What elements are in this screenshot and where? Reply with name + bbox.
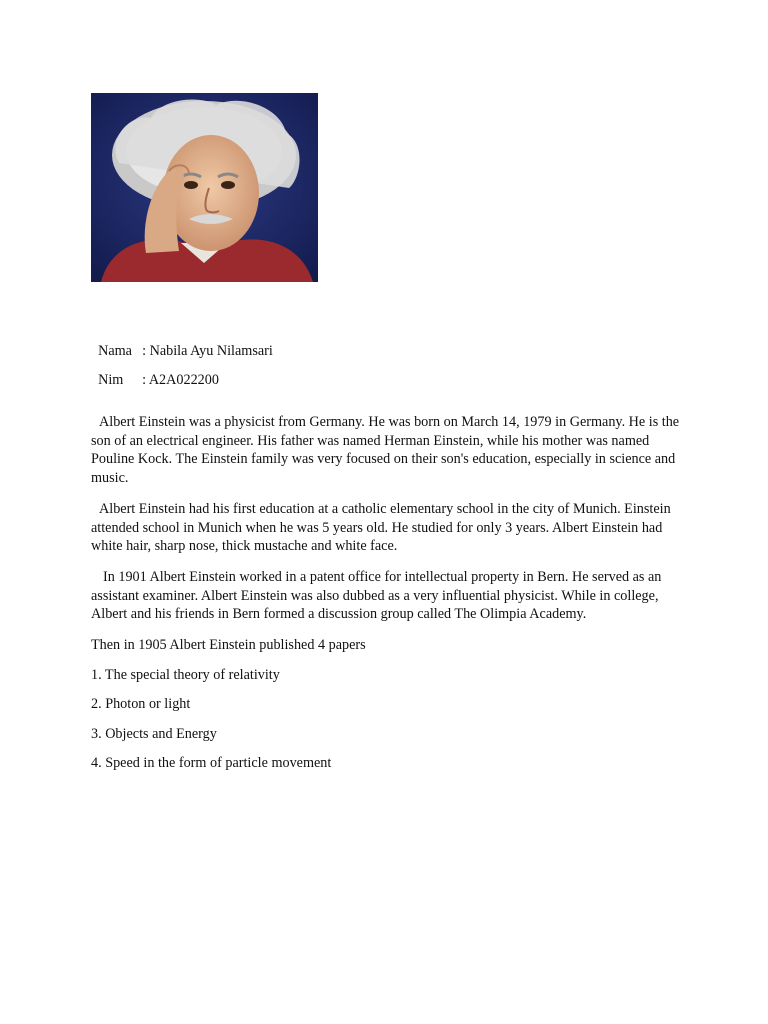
paragraph-3: In 1901 Albert Einstein worked in a patent office for intellectual property in Bern. He served as an assistant examiner. Albert Einstein was also dubbed as a very influential physicist. While in college, Albert and his friends in Bern formed a discussion group called The Olimpia Academy. (91, 569, 662, 622)
paragraph-2: Albert Einstein had his first education at a catholic elementary school in the city of Munich. Einstein attended school in Munich when he was 5 years old. He studied for only 3 years. Albert Einstein had white hair, sharp nose, thick mustache and white face. (91, 501, 671, 554)
papers-intro: Then in 1905 Albert Einstein published 4 papers (91, 637, 366, 653)
portrait-photo (91, 93, 318, 282)
field-label: Nama (98, 343, 132, 359)
field-separator: : (142, 372, 147, 388)
list-item: 4. Speed in the form of particle movement (91, 755, 332, 771)
field-nim (91, 353, 219, 389)
field-value: A2A022200 (148, 372, 219, 388)
field-separator: : (142, 343, 147, 359)
list-item: 3. Objects and Energy (91, 726, 217, 742)
list-item: 1. The special theory of relativity (91, 667, 280, 683)
field-label: Nim (98, 372, 124, 388)
field-value: Nabila Ayu Nilamsari (149, 343, 273, 359)
list-item: 2. Photon or light (91, 696, 191, 712)
paragraph-1: Albert Einstein was a physicist from Germany. He was born on March 14, 1979 in Germany. He is the son of an electrical engineer. His father was named Herman Einstein, while his mother was named Pouline Kock. The Einstein family was very focused on their son's education, especially in science and music. (91, 414, 680, 486)
portrait-illustration (91, 93, 318, 282)
